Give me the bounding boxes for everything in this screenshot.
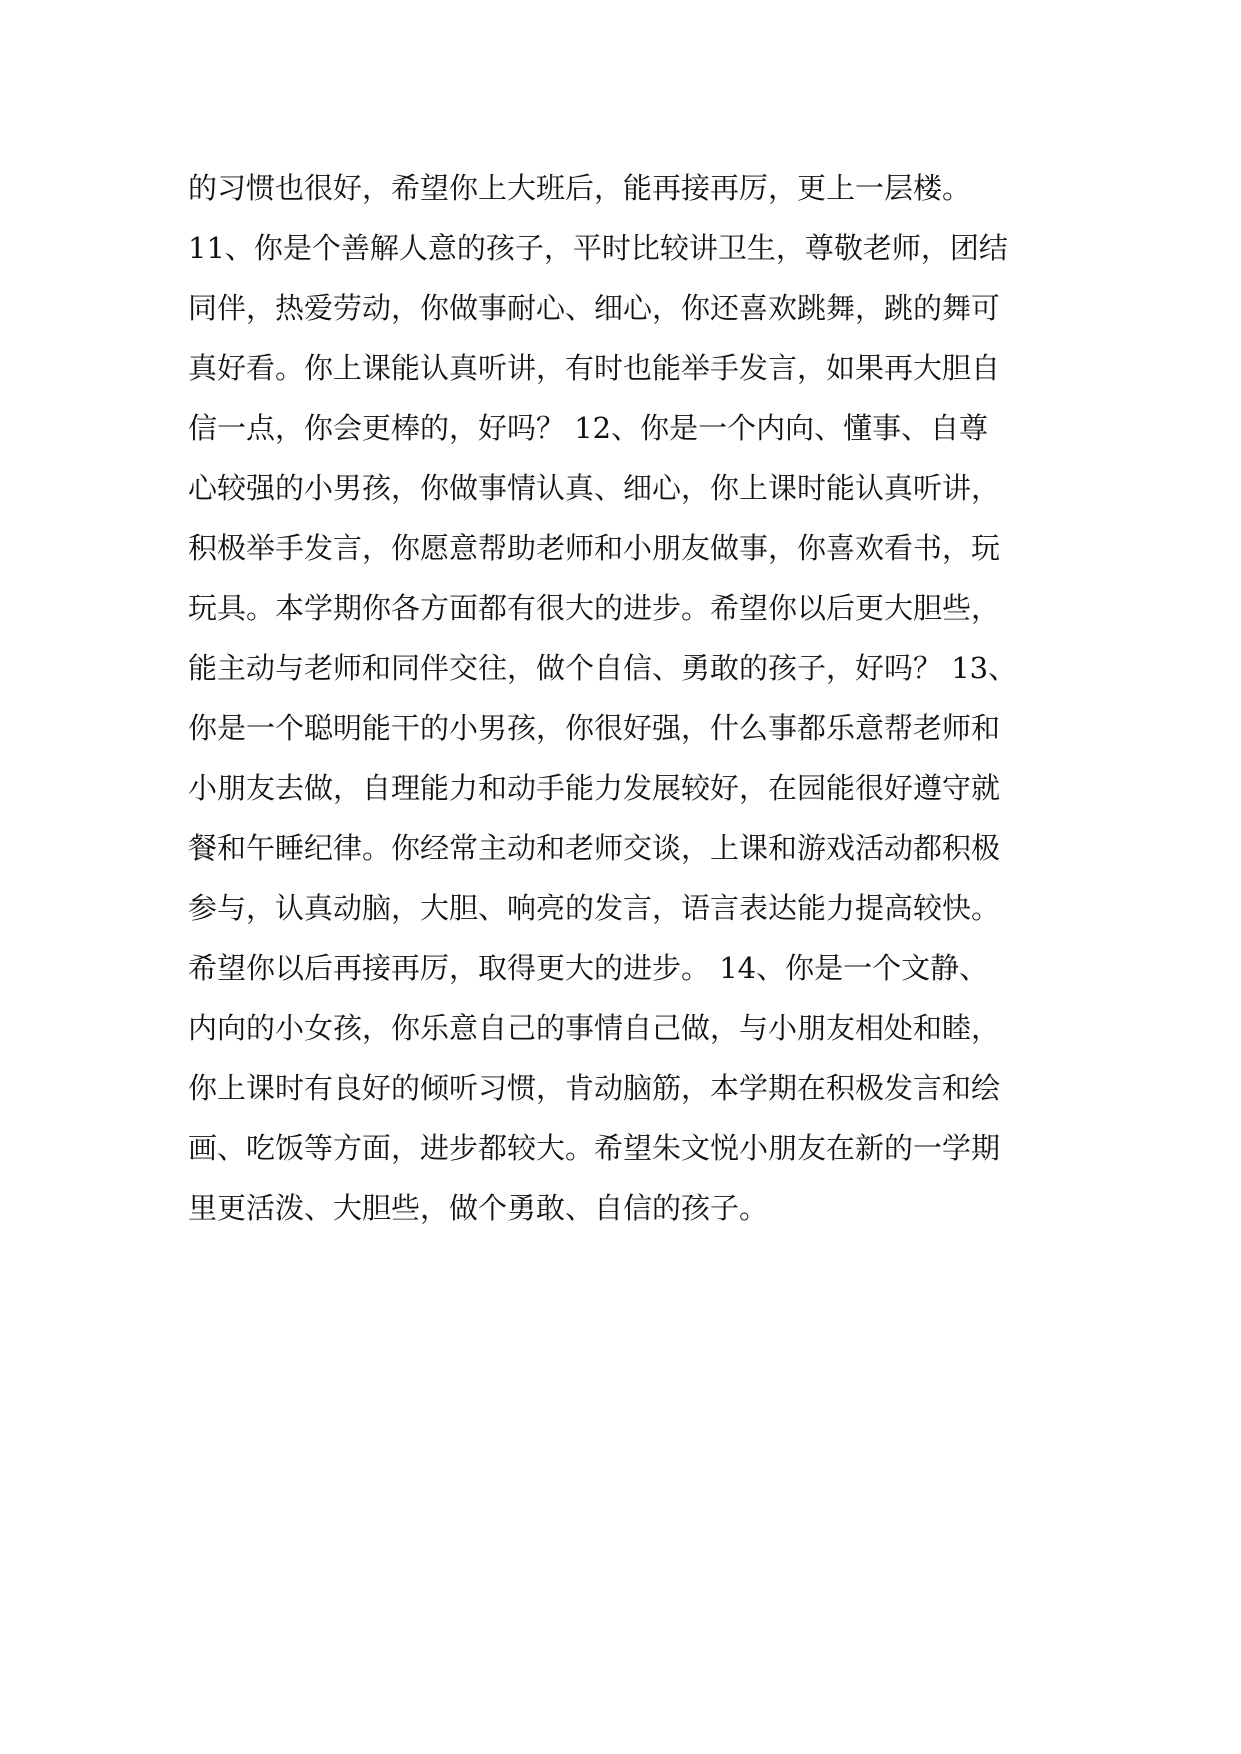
text-line: 小朋友去做，自理能力和动手能力发展较好，在园能很好遵守就 (188, 771, 1001, 805)
text-line: 画、吃饭等方面，进步都较大。希望朱文悦小朋友在新的一学期 (188, 1131, 1001, 1165)
text-line: 信一点，你会更棒的，好吗？ 12、你是一个内向、懂事、自尊 (188, 411, 989, 445)
text-line: 你上课时有良好的倾听习惯，肯动脑筋，本学期在积极发言和绘 (188, 1071, 1001, 1105)
text-line: 11、你是个善解人意的孩子，平时比较讲卫生，尊敬老师，团结 (188, 231, 1008, 265)
text-line: 希望你以后再接再厉，取得更大的进步。 14、你是一个文静、 (188, 951, 989, 985)
text-line: 心较强的小男孩，你做事情认真、细心，你上课时能认真听讲， (188, 471, 1001, 505)
text-line: 同伴，热爱劳动，你做事耐心、细心，你还喜欢跳舞，跳的舞可 (188, 291, 1001, 325)
text-line: 积极举手发言，你愿意帮助老师和小朋友做事，你喜欢看书，玩 (188, 531, 1001, 565)
text-line: 的习惯也很好，希望你上大班后，能再接再厉，更上一层楼。 (188, 171, 972, 205)
text-line: 玩具。本学期你各方面都有很大的进步。希望你以后更大胆些， (188, 591, 1001, 625)
text-line: 真好看。你上课能认真听讲，有时也能举手发言，如果再大胆自 (188, 351, 1001, 385)
text-line: 餐和午睡纪律。你经常主动和老师交谈，上课和游戏活动都积极 (188, 831, 1001, 865)
text-line: 你是一个聪明能干的小男孩，你很好强，什么事都乐意帮老师和 (188, 711, 1001, 745)
text-line: 能主动与老师和同伴交往，做个自信、勇敢的孩子，好吗？ 13、 (188, 651, 1018, 685)
text-line: 参与，认真动脑，大胆、响亮的发言，语言表达能力提高较快。 (188, 891, 1001, 925)
text-line: 里更活泼、大胆些，做个勇敢、自信的孩子。 (188, 1191, 769, 1225)
body-text (188, 158, 1088, 1238)
text-line: 内向的小女孩，你乐意自己的事情自己做，与小朋友相处和睦， (188, 1011, 1001, 1045)
